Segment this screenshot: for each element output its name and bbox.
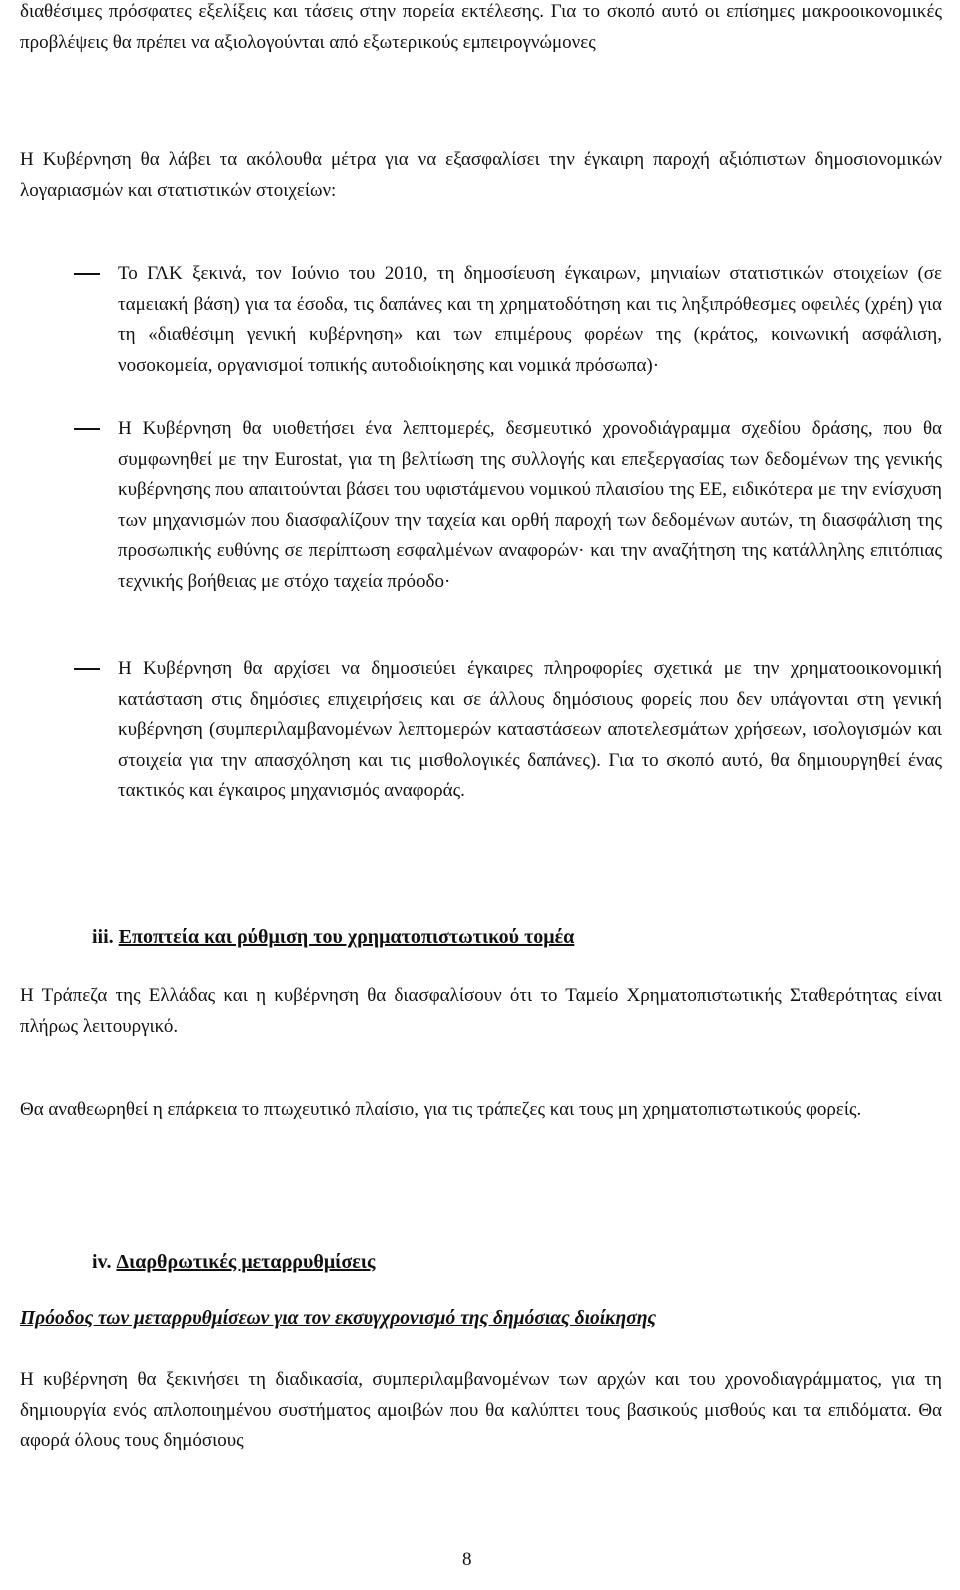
section-iii-number: iii.: [92, 926, 114, 948]
section-iv-title: Διαρθρωτικές μεταρρυθμίσεις: [116, 1251, 376, 1273]
section-iii-title: Εποπτεία και ρύθμιση του χρηματοπιστωτικού τομέα: [118, 926, 575, 948]
dash-icon: [74, 273, 100, 275]
bullet-text: Το ΓΛΚ ξεκινά, τον Ιούνιο του 2010, τη δημοσίευση έγκαιρων, μηνιαίων στατιστικών στοιχείων (σε ταμειακή βάση) για τα έσοδα, τις δαπάνες και τη χρηματοδότηση και τις ληξιπρόθεσμες οφειλές (χρέη) για τη «διαθέσιμη γενική κυβέρνηση» και των επιμέρους φορέων της (κράτος, κοινωνική ασφάλιση, νοσοκομεία, οργανισμοί τοπικής αυτοδιοίκησης και νομικά πρόσωπα)·: [118, 263, 942, 376]
intro-paragraph: Η Κυβέρνηση θα λάβει τα ακόλουθα μέτρα για να εξασφαλίσει την έγκαιρη παροχή αξιόπιστων δημοσιονομικών λογαριασμών και στατιστικών στοιχείων:: [20, 149, 942, 201]
section-iv-heading: [92, 1247, 375, 1277]
section-iii-paragraph: Θα αναθεωρηθεί η επάρκεια το πτωχευτικό πλαίσιο, για τις τράπεζες και τους μη χρηματοπιστωτικούς φορείς.: [20, 1099, 862, 1120]
bullet-text: Η Κυβέρνηση θα υιοθετήσει ένα λεπτομερές, δεσμευτικό χρονοδιάγραμμα σχεδίου δράσης, που θα συμφωνηθεί με την Eurostat, για τη βελτίωση της συλλογής και επεξεργασίας των δεδομένων της γενικής κυβέρνησης που απαιτούνται βάσει του υφιστάμενου νομικού πλαισίου της ΕΕ, ειδικότερα με την ενίσχυση των μηχανισμών που διασφαλίζουν την ταχεία και ορθή παροχή των δεδομένων αυτών, τη διασφάλιση της προσωπικής ευθύνης σε περίπτωση εσφαλμένων αναφορών· και την αναζήτηση της κατάλληλης επιτόπιας τεχνικής βοήθειας με στόχο ταχεία πρόοδο·: [118, 418, 942, 592]
section-iv-paragraph: Η κυβέρνηση θα ξεκινήσει τη διαδικασία, συμπεριλαμβανομένων των αρχών και του χρονοδιαγράμματος, για τη δημιουργία ενός απλοποιημένου συστήματος αμοιβών που θα καλύπτει τους βασικούς μισθούς και τα επιδόματα. Θα αφορά όλους τους δημόσιους: [20, 1369, 942, 1451]
dash-icon: [74, 668, 100, 670]
section-iii-heading: [92, 922, 574, 952]
page-number: 8: [462, 1549, 472, 1570]
section-iii-paragraph: Η Τράπεζα της Ελλάδας και η κυβέρνηση θα διασφαλίσουν ότι το Ταμείο Χρηματοπιστωτικής Σταθερότητας είναι πλήρως λειτουργικό.: [20, 985, 942, 1037]
dash-icon: [74, 428, 100, 430]
section-iv-subheading: Πρόοδος των μεταρρυθμίσεων για τον εκσυγχρονισμό της δημόσιας διοίκησης: [20, 1308, 657, 1329]
top-paragraph: διαθέσιμες πρόσφατες εξελίξεις και τάσεις στην πορεία εκτέλεσης. Για το σκοπό αυτό οι επίσημες μακροοικονομικές προβλέψεις θα πρέπει να αξιολογούνται από εξωτερικούς εμπειρογνώμονες: [20, 1, 942, 53]
bullet-text: Η Κυβέρνηση θα αρχίσει να δημοσιεύει έγκαιρες πληροφορίες σχετικά με την χρηματοοικονομική κατάσταση στις δημόσιες επιχειρήσεις και σε άλλους δημόσιους φορείς που δεν υπάγονται στη γενική κυβέρνηση (συμπεριλαμβανομένων λεπτομερών καταστάσεων αποτελεσμάτων χρήσεων, ισολογισμών και στοιχεία για την απασχόληση και τις μισθολογικές δαπάνες). Για το σκοπό αυτό, θα δημιουργηθεί ένας τακτικός και έγκαιρος μηχανισμός αναφοράς.: [118, 658, 942, 801]
section-iv-number: iv.: [92, 1251, 112, 1273]
